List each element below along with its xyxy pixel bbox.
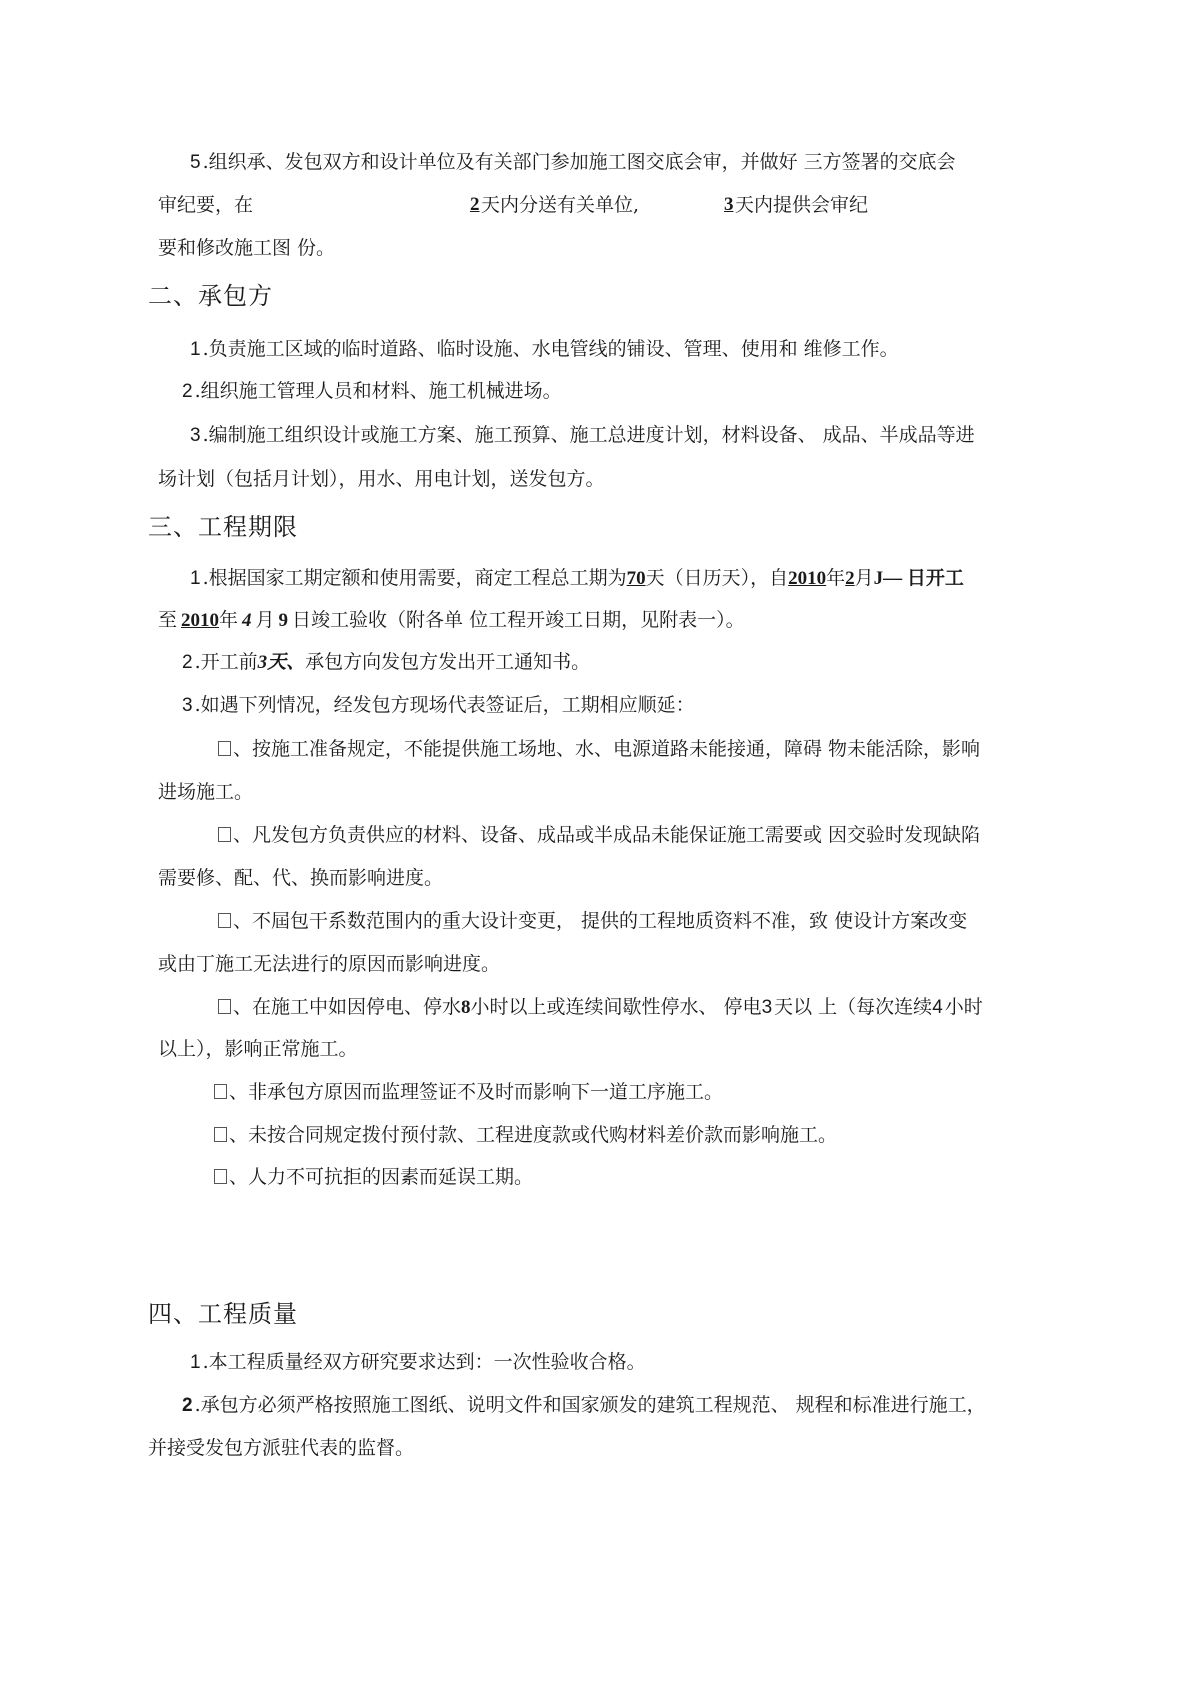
condition-5 [214, 1080, 723, 1104]
item-text: .如遇下列情况，经发包方现场代表签证后，工期相应顺延： [194, 694, 695, 716]
days-value: 2 [470, 194, 480, 215]
item-text: 月 [255, 609, 275, 631]
item-text: 至 [158, 609, 178, 631]
checkbox-glyph-icon [218, 827, 231, 842]
notice-days: 3天、 [257, 652, 306, 673]
item-text: .本工程质量经双方研究要求达到：一次性验收合格。 [202, 1351, 646, 1373]
condition-text: 、人力不可抗拒的因素而延误工期。 [229, 1166, 534, 1188]
condition-3-line-2 [158, 952, 500, 976]
sec4-item-2-line-2 [148, 1436, 414, 1460]
para-text: .组织承、发包双方和设计单位及有关部门参加施工图交底会审，并做好 三方签署的交底会 [202, 151, 956, 173]
section-title-quality: 四、工程质量 [148, 1300, 298, 1328]
condition-1-line-1 [218, 737, 980, 761]
item-number: 2 [182, 652, 193, 673]
condition-7 [214, 1165, 533, 1189]
condition-2-line-1 [218, 823, 980, 847]
checkbox-glyph-icon [214, 1169, 227, 1184]
continuous-hours: 4 [932, 997, 943, 1018]
para-5-line-3 [158, 236, 335, 260]
sec3-item-1-line-1 [190, 566, 964, 591]
checkbox-glyph-icon [218, 741, 231, 756]
condition-4-line-2 [158, 1037, 358, 1061]
condition-2-line-2 [158, 866, 443, 890]
para-text: 天内分送有关单位, [481, 194, 640, 216]
item-number: 2 [182, 1395, 193, 1416]
item-text: .承包方必须严格按照施工图纸、说明文件和国家颁发的建筑工程规范、 规程和标准进行施工， [194, 1394, 986, 1416]
checkbox-glyph-icon [218, 913, 231, 928]
outage-hours: 8 [461, 997, 471, 1018]
start-year: 2010 [788, 568, 827, 589]
para-text: 天内提供会审纪 [735, 194, 869, 216]
outage-days: 3 [761, 997, 773, 1018]
sec2-item-3-line-1 [190, 423, 975, 448]
condition-6 [214, 1123, 837, 1147]
checkbox-glyph-icon [214, 1127, 227, 1142]
end-day: 9 [278, 610, 289, 631]
condition-text: 需要修、配、代、换而影响进度。 [158, 867, 444, 889]
item-number: 5 [190, 152, 201, 173]
sec3-item-2 [182, 650, 590, 675]
sec4-item-1 [190, 1350, 646, 1375]
item-number: 2 [182, 381, 193, 402]
para-5-line-1 [190, 150, 956, 175]
sec2-item-3-line-2 [158, 467, 605, 491]
item-text: .负责施工区域的临时道路、临时设施、水电管线的铺设、管理、使用和 维修工作。 [202, 338, 899, 360]
sec4-item-2-line-1 [182, 1393, 986, 1418]
para-5-line-2 [158, 193, 869, 217]
sec2-item-2 [182, 379, 562, 404]
condition-text: 、凡发包方负责供应的材料、设备、成品或半成品未能保证施工需要或 因交验时发现缺陷 [233, 824, 981, 846]
condition-text: 、按施工准备规定，不能提供施工场地、水、电源道路未能接通，障碍 物未能活除，影响 [233, 738, 981, 760]
end-year: 2010 [181, 610, 220, 631]
condition-3-line-1 [218, 909, 967, 933]
condition-text: 、不屆包干系数范围内的重大设计变更， 提供的工程地质资料不准，致 使设计方案改变 [233, 910, 968, 932]
sec3-item-1-line-2 [158, 608, 745, 633]
item-number: 3 [182, 695, 193, 716]
condition-text: 小时 [944, 996, 983, 1018]
days-value: 3 [724, 194, 734, 215]
condition-text: 进场施工。 [158, 781, 254, 803]
item-text: 年 [219, 609, 239, 631]
condition-1-line-2 [158, 780, 253, 804]
item-number: 1 [190, 339, 201, 360]
para-text: 要和修改施工图 份。 [158, 237, 336, 259]
item-number: 1 [190, 568, 201, 589]
condition-text: 、未按合同规定拨付预付款、工程进度款或代购材料差价款而影响施工。 [229, 1124, 838, 1146]
item-number: 1 [190, 1352, 201, 1373]
start-day: J— 日开工 [873, 568, 964, 589]
item-text: 年 [826, 567, 846, 589]
item-text: 承包方向发包方发出开工通知书。 [305, 651, 591, 673]
checkbox-glyph-icon [214, 1084, 227, 1099]
condition-text: 小时以上或连续间歇性停水、 停电 [470, 996, 762, 1018]
sec2-item-1 [190, 337, 899, 362]
item-number: 3 [190, 425, 201, 446]
section-title-contractor: 二、承包方 [148, 282, 273, 310]
condition-text: 天以 上（每次连续 [774, 996, 933, 1018]
condition-text: 、在施工中如因停电、停水 [233, 996, 462, 1018]
end-month: 4 [242, 610, 252, 631]
checkbox-glyph-icon [218, 999, 231, 1014]
start-month: 2 [845, 568, 855, 589]
item-text: 天（日历天），自 [645, 567, 789, 589]
item-text: .根据国家工期定额和使用需要，商定工程总工期为 [202, 567, 627, 589]
total-days: 70 [626, 568, 646, 589]
item-text: .开工前 [194, 651, 258, 673]
item-text: 日竣工验收（附各单 位工程开竣工日期，见附表一）。 [292, 609, 745, 631]
condition-text: 或由丁施工无法进行的原因而影响进度。 [158, 953, 501, 975]
item-text: 场计划（包括月计划），用水、用电计划，送发包方。 [158, 468, 605, 490]
para-text: 审纪要，在 [158, 194, 254, 216]
condition-text: 、非承包方原因而监理签证不及时而影响下一道工序施工。 [229, 1081, 724, 1103]
sec3-item-3 [182, 693, 695, 718]
item-text: 月 [854, 567, 874, 589]
item-text: .编制施工组织设计或施工方案、施工预算、施工总进度计划，材料设备、 成品、半成品等进 [202, 424, 975, 446]
item-text: 并接受发包方派驻代表的监督。 [148, 1437, 415, 1459]
condition-text: 以上），影响正常施工。 [158, 1038, 358, 1060]
item-text: .组织施工管理人员和材料、施工机械进场。 [194, 380, 562, 402]
condition-4-line-1 [218, 995, 983, 1020]
section-title-schedule: 三、工程期限 [148, 513, 298, 541]
